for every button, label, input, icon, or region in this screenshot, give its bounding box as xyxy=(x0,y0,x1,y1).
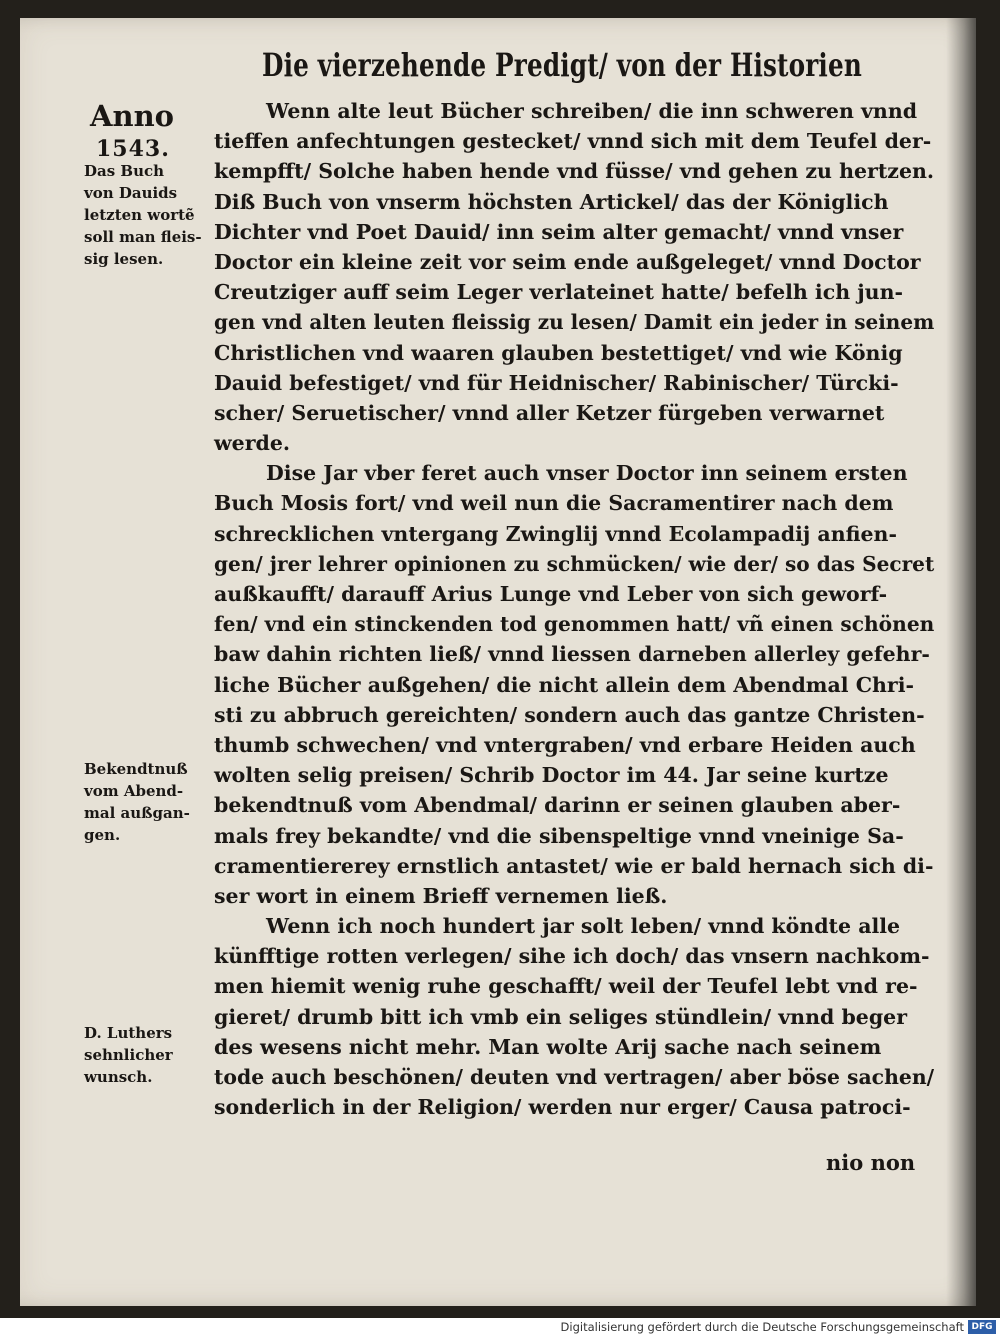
text-line: Christlichen vnd waaren glauben bestettiget/ vnd wie König xyxy=(214,340,903,365)
text-line: künfftige rotten verlegen/ sihe ich doch/ das vnsern nachkom- xyxy=(214,944,930,969)
text-line: gen/ jrer lehrer opinionen zu schmücken/ wie der/ so das Secret xyxy=(214,551,935,576)
text-line: außkaufft/ darauff Arius Lunge vnd Leber von sich geworf- xyxy=(214,582,888,606)
dfg-logo-icon: DFG xyxy=(968,1320,996,1334)
marginal-note-2 xyxy=(84,758,214,846)
text-line: schrecklichen vntergang Zwinglij vnnd Ecolampadij anfien- xyxy=(214,521,897,546)
text-line: Wenn alte leut Bücher schreiben/ die inn schweren vnnd xyxy=(266,99,918,123)
text-line: men hiemit wenig ruhe geschafft/ weil der Teufel lebt vnd re- xyxy=(214,974,918,999)
text-line: Creutziger auff seim Leger verlateinet hatte/ befelh ich jun- xyxy=(214,280,903,305)
footer-credit: Digitalisierung gefördert durch die Deutsche Forschungsgemeinschaft xyxy=(560,1320,964,1334)
text-line: tieffen anfechtungen gestecket/ vnnd sich mit dem Teufel der- xyxy=(214,129,932,154)
marginal-note-3 xyxy=(84,1022,214,1088)
marginal-note-1 xyxy=(84,160,214,270)
footer-bar xyxy=(0,1318,1000,1337)
catchword: nio non xyxy=(826,1150,916,1175)
text-line: fen/ vnd ein stinckenden tod genommen hatt/ vñ einen schönen xyxy=(214,612,935,637)
anno-label: Anno xyxy=(90,99,175,133)
page-spine-shadow xyxy=(946,18,976,1306)
text-line: Dise Jar vber feret auch vnser Doctor inn seinem ersten xyxy=(266,461,908,486)
text-line: tode auch beschönen/ deuten vnd vertragen/ aber böse sachen/ xyxy=(214,1065,935,1089)
marginal-line: soll man fleis- xyxy=(84,228,202,246)
text-line: Dauid befestiget/ vnd für Heidnischer/ Rabinischer/ Türcki- xyxy=(214,370,899,395)
text-line: gieret/ drumb bitt ich vmb ein seliges stündlein/ vnnd beger xyxy=(214,1004,908,1029)
text-line: Wenn ich noch hundert jar solt leben/ vnnd köndte alle xyxy=(266,914,901,939)
text-line: werde. xyxy=(214,431,291,456)
marginal-line: mal außgan- xyxy=(84,804,190,822)
text-line: bekendtnuß vom Abendmal/ darinn er seinen glauben aber- xyxy=(214,793,901,818)
text-line: Diß Buch von vnserm höchsten Artickel/ das der Königlich xyxy=(214,189,889,214)
text-line: des wesens nicht mehr. Man wolte Arij sache nach seinem xyxy=(214,1034,882,1059)
marginal-line: Bekendtnuß xyxy=(84,760,188,778)
text-line: cramentiererey ernstlich antastet/ wie er bald hernach sich di- xyxy=(214,853,934,878)
marginal-line: sig lesen. xyxy=(84,250,164,268)
body-text xyxy=(214,96,934,1122)
text-line: thumb schwechen/ vnd vntergraben/ vnd erbare Heiden auch xyxy=(214,732,916,757)
marginal-line: von Dauids xyxy=(84,184,178,202)
marginal-line: sehnlicher xyxy=(84,1046,173,1064)
marginal-line: vom Abend- xyxy=(84,782,184,800)
marginal-line: Das Buch xyxy=(84,162,165,180)
text-line: scher/ Seruetischer/ vnnd aller Ketzer fürgeben verwarnet xyxy=(214,400,885,425)
year-label: 1543. xyxy=(96,136,170,162)
text-line: wolten selig preisen/ Schrib Doctor im 44. Jar seine kurtze xyxy=(214,763,889,788)
text-line: sti zu abbruch gereichten/ sondern auch das gantze Christen- xyxy=(214,702,925,727)
text-line: liche Bücher außgehen/ die nicht allein dem Abendmal Chri- xyxy=(214,672,915,697)
marginal-line: D. Luthers xyxy=(84,1024,173,1042)
running-title: Die vierzehende Predigt/ von der Historien xyxy=(262,46,862,84)
text-line: ser wort in einem Brieff vernemen ließ. xyxy=(214,883,668,908)
text-line: Dichter vnd Poet Dauid/ inn seim alter gemacht/ vnnd vnser xyxy=(214,219,904,244)
marginal-line: gen. xyxy=(84,826,121,844)
marginal-line: letzten wortẽ xyxy=(84,206,195,224)
text-line: Doctor ein kleine zeit vor seim ende außgeleget/ vnnd Doctor xyxy=(214,249,921,274)
text-line: mals frey bekandte/ vnd die sibenspeltige vnnd vneinige Sa- xyxy=(214,823,904,848)
text-line: baw dahin richten ließ/ vnnd liessen darneben allerley gefehr- xyxy=(214,642,930,667)
marginal-line: wunsch. xyxy=(84,1068,153,1086)
text-line: Buch Mosis fort/ vnd weil nun die Sacramentirer nach dem xyxy=(214,491,894,516)
text-line: sonderlich in der Religion/ werden nur erger/ Causa patroci- xyxy=(214,1095,911,1120)
text-line: kempfft/ Solche haben hende vnd füsse/ vnd gehen zu hertzen. xyxy=(214,159,935,184)
text-line: gen vnd alten leuten fleissig zu lesen/ Damit ein jeder in seinem xyxy=(214,310,935,335)
